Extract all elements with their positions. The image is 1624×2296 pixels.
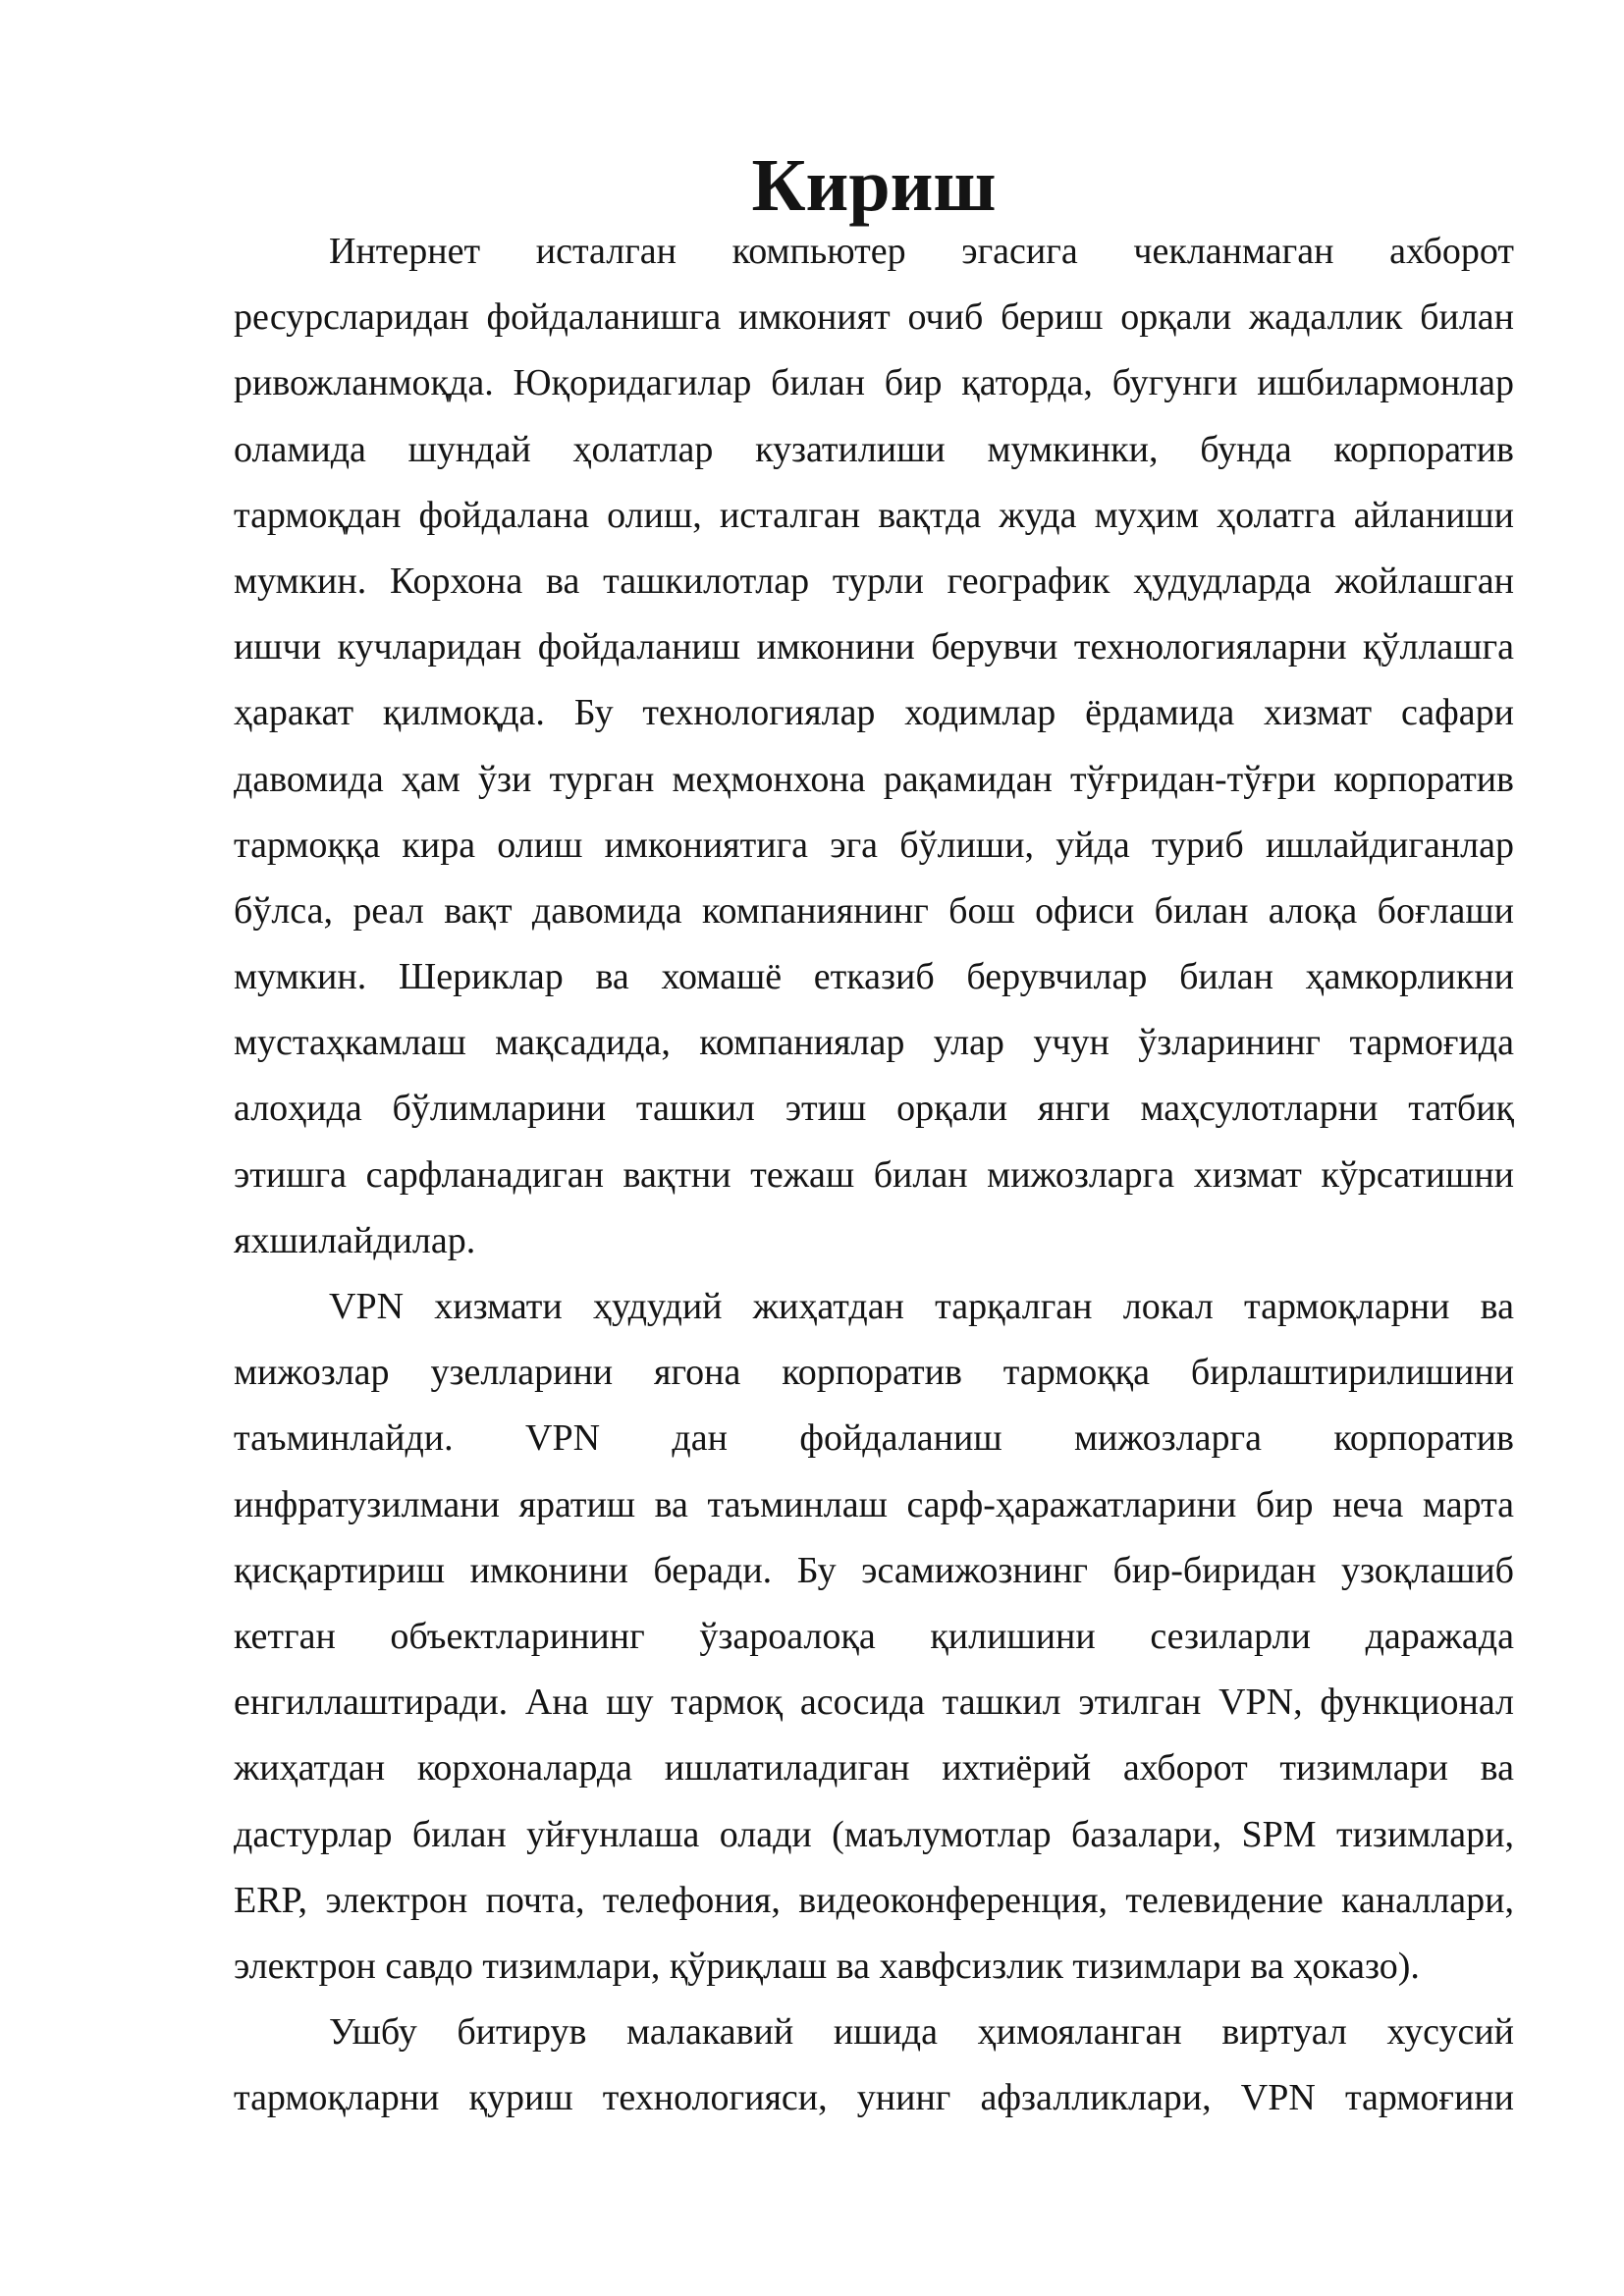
text-line: ERP, электрон почта, телефония, видеоконференция, телевидение каналлари,	[234, 1879, 1514, 1921]
text-line: мумкин. Корхона ва ташкилотлар турли географик ҳудудларда жойлашган	[234, 560, 1514, 602]
text-line: мижозлар узелларини ягона корпоратив тармоққа бирлаштирилишини	[234, 1352, 1514, 1394]
text-line: ҳаракат қилмоқда. Бу технологиялар ходимлар ёрдамида хизмат сафари	[234, 692, 1514, 734]
paragraph-1	[234, 219, 1514, 1274]
text-line: Ушбу битирув малакавий ишида ҳимояланган виртуал хусусий	[329, 2011, 1514, 2054]
text-line: жиҳатдан корхоналарда ишлатиладиган ихтиёрий ахборот тизимлари ва	[234, 1747, 1514, 1789]
text-line: ишчи кучларидан фойдаланиш имконини берувчи технологияларни қўллашга	[234, 626, 1514, 668]
text-line: оламида шундай ҳолатлар кузатилиши мумкинки, бунда корпоратив	[234, 428, 1514, 470]
text-line: VPN хизмати ҳудудий жиҳатдан тарқалган локал тармоқларни ва	[329, 1286, 1514, 1327]
text-line: яхшилайдилар.	[234, 1219, 476, 1261]
text-line: енгиллаштиради. Ана шу тармоқ асосида ташкил этилган VPN, функционал	[234, 1682, 1514, 1724]
text-line: бўлса, реал вақт давомида компаниянинг бош офиси билан алоқа боғлаши	[234, 889, 1514, 932]
text-line: қисқартириш имконини беради. Бу эсамижознинг бир-биридан узоқлашиб	[234, 1549, 1514, 1591]
paragraph-2	[234, 1274, 1514, 2000]
text-line: кетган объектларининг ўзароалоқа қилишини сезиларли даражада	[234, 1615, 1514, 1657]
text-line: мумкин. Шериклар ва хомашё етказиб берувчилар билан ҳамкорликни	[234, 956, 1514, 998]
text-line: электрон савдо тизимлари, қўриқлаш ва хавфсизлик тизимлари ва ҳоказо).	[234, 1945, 1420, 1987]
text-line: дастурлар билан уйғунлаша олади (маълумотлар базалари, SPM тизимлари,	[234, 1813, 1514, 1855]
text-line: мустаҳкамлаш мақсадида, компаниялар улар учун ўзларининг тармоғида	[234, 1022, 1514, 1064]
text-line: инфратузилмани яратиш ва таъминлаш сарф-ҳаражатларини бир неча марта	[234, 1483, 1514, 1525]
text-line: давомида ҳам ўзи турган меҳмонхона рақамидан тўғридан-тўғри корпоратив	[234, 758, 1514, 800]
text-line: ресурсларидан фойдаланишга имконият очиб бериш орқали жадаллик билан	[234, 296, 1514, 339]
text-line: тармоқдан фойдалана олиш, исталган вақтда жуда муҳим ҳолатга айланиши	[234, 494, 1514, 536]
paragraph-3	[234, 2000, 1514, 2131]
text-line: этишга сарфланадиган вақтни тежаш билан мижозларга хизмат кўрсатишни	[234, 1153, 1514, 1196]
text-line: ривожланмоқда. Юқоридагилар билан бир қаторда, бугунги ишбилармонлар	[234, 362, 1514, 404]
document-page	[234, 144, 1514, 2131]
text-line: тармоққа кира олиш имкониятига эга бўлиши, уйда туриб ишлайдиганлар	[234, 824, 1514, 866]
text-line: таъминлайди. VPN дан фойдаланиш мижозларга корпоратив	[234, 1417, 1514, 1460]
text-line: алоҳида бўлимларини ташкил этиш орқали янги маҳсулотларни татбиқ	[234, 1088, 1514, 1130]
text-line: тармоқларни қуриш технологияси, унинг афзалликлари, VPN тармоғини	[234, 2077, 1514, 2119]
text-line: Интернет исталган компьютер эгасига чекланмаган ахборот	[329, 231, 1514, 272]
section-title: Кириш	[751, 144, 997, 227]
